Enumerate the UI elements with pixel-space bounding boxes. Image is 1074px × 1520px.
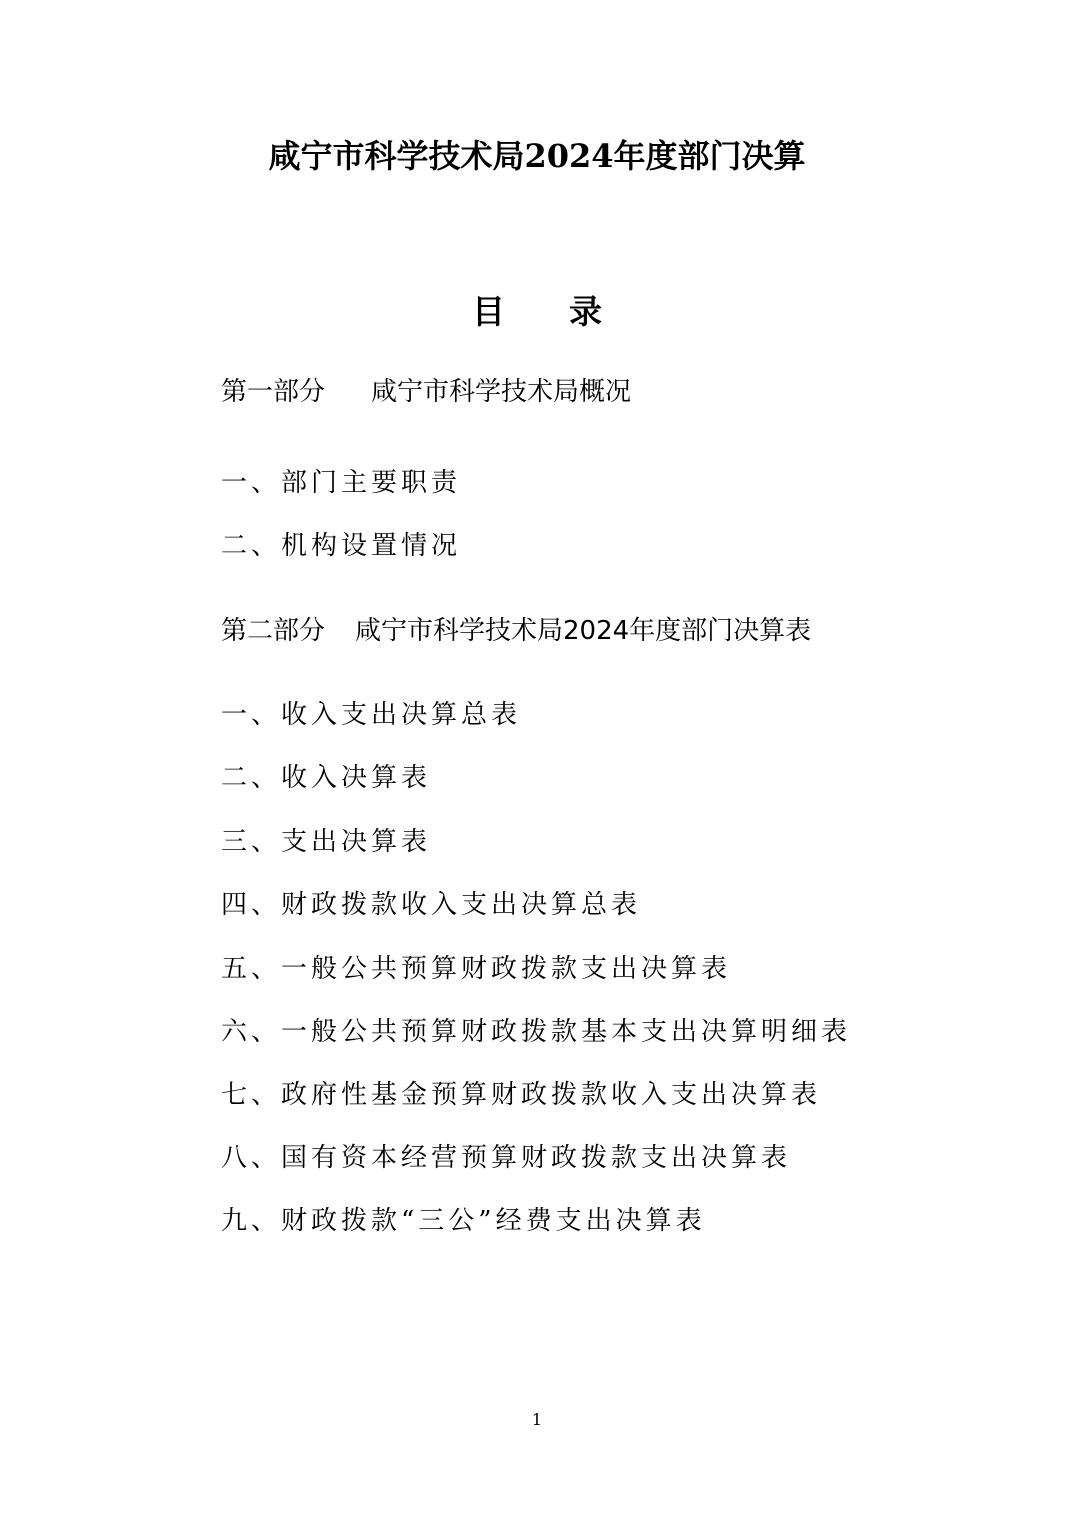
toc-item: 一、部门主要职责 <box>221 468 462 498</box>
toc-item: 四、财政拨款收入支出决算总表 <box>221 890 642 920</box>
toc-item: 六、一般公共预算财政拨款基本支出决算明细表 <box>221 1017 852 1047</box>
toc-item: 一、收入支出决算总表 <box>221 700 522 730</box>
toc-part-1-heading <box>221 372 631 412</box>
toc-item: 七、政府性基金预算财政拨款收入支出决算表 <box>221 1080 822 1110</box>
toc-part-1-title: 咸宁市科学技术局概况 <box>371 377 632 407</box>
toc-item: 五、一般公共预算财政拨款支出决算表 <box>221 954 732 984</box>
toc-heading-char-mu: 目 <box>472 292 505 331</box>
toc-part-1-label: 第一部分 <box>221 377 326 407</box>
toc-item: 九、财政拨款“三公”经费支出决算表 <box>221 1206 706 1236</box>
toc-part-2-title: 咸宁市科学技术局2024年度部门决算表 <box>355 616 812 646</box>
toc-item: 二、收入决算表 <box>221 763 432 793</box>
toc-item: 三、支出决算表 <box>221 827 432 857</box>
toc-part-2-heading <box>221 611 811 651</box>
document-title: 咸宁市科学技术局2024年度部门决算 <box>268 137 806 175</box>
page-number: 1 <box>531 1410 543 1429</box>
toc-item: 八、国有资本经营预算财政拨款支出决算表 <box>221 1143 792 1173</box>
toc-heading <box>0 288 1074 336</box>
toc-heading-char-lu: 录 <box>569 292 602 331</box>
toc-part-2-label: 第二部分 <box>221 616 326 646</box>
toc-item: 二、机构设置情况 <box>221 531 462 561</box>
